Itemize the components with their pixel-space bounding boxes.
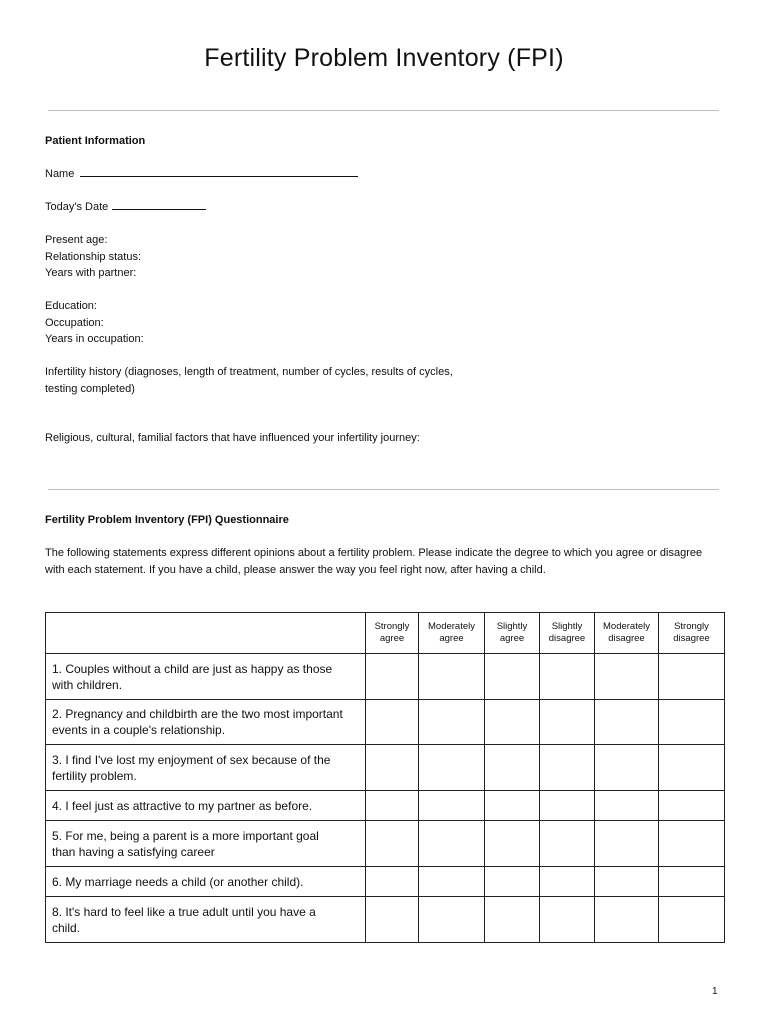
response-cell-slightly-disagree[interactable]: [540, 897, 595, 943]
section-divider: [48, 110, 719, 111]
response-cell-moderately-disagree[interactable]: [595, 745, 659, 791]
response-cell-slightly-agree[interactable]: [485, 897, 540, 943]
response-cell-slightly-agree[interactable]: [485, 745, 540, 791]
scale-header-slightly-disagree: Slightly disagree: [540, 613, 595, 654]
date-row: [45, 199, 206, 216]
relationship-status-label: Relationship status:: [45, 250, 141, 263]
infertility-history-label-cont: testing completed): [45, 382, 135, 395]
response-cell-moderately-agree[interactable]: [419, 867, 485, 897]
response-cell-moderately-agree[interactable]: [419, 654, 485, 700]
statement-cell: 6. My marriage needs a child (or another child).: [46, 867, 366, 897]
statement-cell: 8. It's hard to feel like a true adult until you have a child.: [46, 897, 366, 943]
statement-cell: 3. I find I've lost my enjoyment of sex because of the fertility problem.: [46, 745, 366, 791]
response-cell-moderately-disagree[interactable]: [595, 897, 659, 943]
response-cell-slightly-agree[interactable]: [485, 654, 540, 700]
statement-cell: 5. For me, being a parent is a more important goal than having a satisfying career: [46, 821, 366, 867]
response-cell-moderately-agree[interactable]: [419, 821, 485, 867]
response-cell-moderately-agree[interactable]: [419, 791, 485, 821]
response-cell-slightly-agree[interactable]: [485, 700, 540, 745]
response-cell-strongly-disagree[interactable]: [659, 745, 725, 791]
patient-info-heading: Patient Information: [45, 135, 146, 147]
response-cell-slightly-agree[interactable]: [485, 821, 540, 867]
response-cell-moderately-disagree[interactable]: [595, 867, 659, 897]
statement-cell: 1. Couples without a child are just as happy as those with children.: [46, 654, 366, 700]
date-field[interactable]: [112, 199, 206, 210]
response-cell-moderately-agree[interactable]: [419, 897, 485, 943]
table-row: [46, 791, 725, 821]
name-field[interactable]: [80, 166, 358, 177]
section-divider: [48, 489, 719, 490]
fpi-response-table: [45, 612, 725, 943]
instructions-line: with each statement. If you have a child, please answer the way you feel right now, after having a child.: [45, 564, 546, 576]
scale-header-moderately-agree: Moderately agree: [419, 613, 485, 654]
response-cell-strongly-disagree[interactable]: [659, 867, 725, 897]
religious-factors-row: [45, 430, 420, 447]
present-age-label: Present age:: [45, 234, 108, 246]
statement-cell: 4. I feel just as attractive to my partner as before.: [46, 791, 366, 821]
response-cell-moderately-disagree[interactable]: [595, 700, 659, 745]
response-cell-slightly-disagree[interactable]: [540, 745, 595, 791]
response-cell-slightly-disagree[interactable]: [540, 791, 595, 821]
statement-column-header: [46, 613, 366, 654]
response-cell-slightly-disagree[interactable]: [540, 700, 595, 745]
response-cell-strongly-agree[interactable]: [366, 821, 419, 867]
table-row: [46, 745, 725, 791]
response-cell-slightly-agree[interactable]: [485, 867, 540, 897]
response-cell-slightly-agree[interactable]: [485, 791, 540, 821]
response-cell-strongly-disagree[interactable]: [659, 700, 725, 745]
response-cell-strongly-agree[interactable]: [366, 867, 419, 897]
response-cell-strongly-agree[interactable]: [366, 654, 419, 700]
response-cell-strongly-agree[interactable]: [366, 897, 419, 943]
questionnaire-heading: Fertility Problem Inventory (FPI) Questionnaire: [45, 514, 289, 526]
questionnaire-instructions: [45, 545, 725, 579]
statement-cell: 2. Pregnancy and childbirth are the two most important events in a couple's relationship.: [46, 700, 366, 745]
response-cell-strongly-disagree[interactable]: [659, 791, 725, 821]
years-in-occupation-label: Years in occupation:: [45, 333, 144, 345]
response-cell-moderately-disagree[interactable]: [595, 791, 659, 821]
education-label: Education:: [45, 300, 97, 312]
occupation-block: [45, 298, 144, 348]
document-title: Fertility Problem Inventory (FPI): [204, 44, 564, 72]
response-cell-moderately-agree[interactable]: [419, 745, 485, 791]
table-row: [46, 700, 725, 745]
scale-header-strongly-agree: Strongly agree: [366, 613, 419, 654]
date-label: Today's Date: [45, 201, 109, 213]
response-cell-strongly-agree[interactable]: [366, 745, 419, 791]
response-cell-strongly-disagree[interactable]: [659, 821, 725, 867]
response-cell-strongly-agree[interactable]: [366, 791, 419, 821]
response-cell-moderately-agree[interactable]: [419, 700, 485, 745]
table-row: [46, 897, 725, 943]
response-cell-slightly-disagree[interactable]: [540, 867, 595, 897]
years-with-partner-label: Years with partner:: [45, 267, 137, 279]
page-number: 1: [712, 986, 718, 997]
demographics-block: [45, 232, 141, 282]
response-cell-moderately-disagree[interactable]: [595, 821, 659, 867]
instructions-line: The following statements express different opinions about a fertility problem. Please indicate the degree to which you agree or disagree: [45, 547, 703, 559]
table-row: [46, 867, 725, 897]
scale-header-moderately-disagree: Moderately disagree: [595, 613, 659, 654]
table-row: [46, 821, 725, 867]
name-row: [45, 166, 358, 183]
religious-factors-label: Religious, cultural, familial factors that have influenced your infertility journey:: [45, 432, 420, 444]
scale-header-strongly-disagree: Strongly disagree: [659, 613, 725, 654]
response-cell-slightly-disagree[interactable]: [540, 654, 595, 700]
table-row: [46, 654, 725, 700]
response-cell-moderately-disagree[interactable]: [595, 654, 659, 700]
occupation-label: Occupation:: [45, 316, 104, 329]
response-cell-strongly-disagree[interactable]: [659, 654, 725, 700]
table-header-row: [46, 613, 725, 654]
response-cell-strongly-disagree[interactable]: [659, 897, 725, 943]
name-label: Name: [45, 168, 75, 180]
infertility-history-label: Infertility history (diagnoses, length of treatment, number of cycles, results of cycles,: [45, 366, 453, 378]
scale-header-slightly-agree: Slightly agree: [485, 613, 540, 654]
response-cell-slightly-disagree[interactable]: [540, 821, 595, 867]
infertility-history-block: [45, 364, 453, 397]
response-cell-strongly-agree[interactable]: [366, 700, 419, 745]
